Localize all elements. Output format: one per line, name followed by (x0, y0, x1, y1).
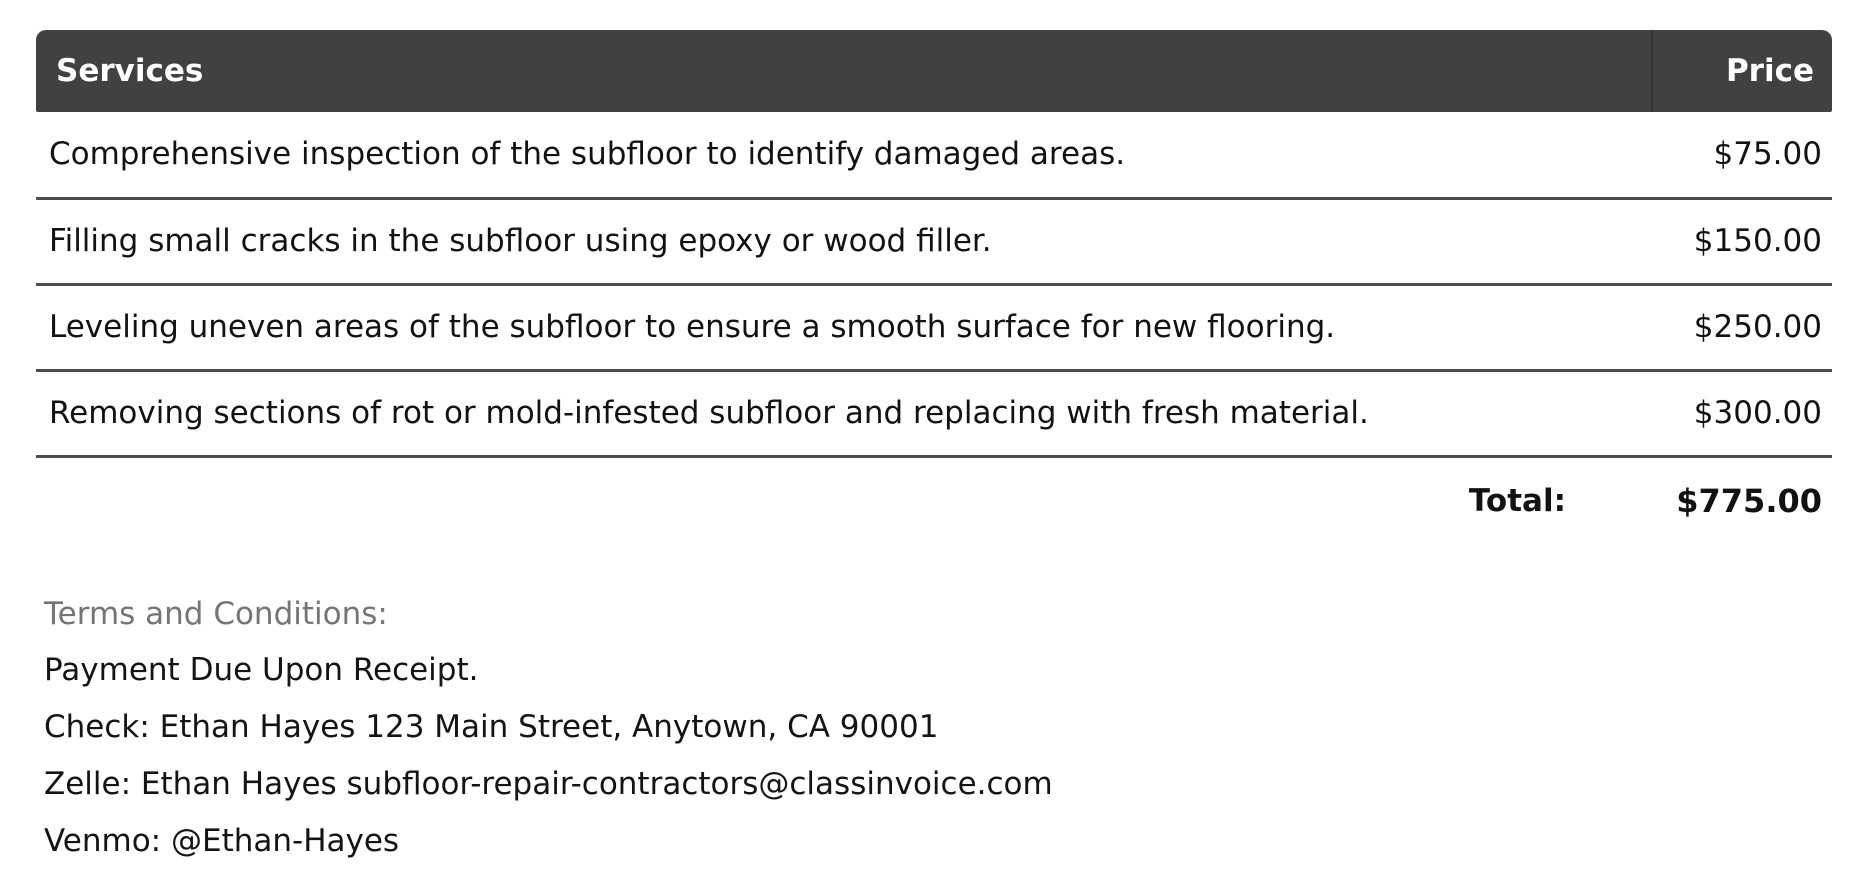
terms-line-check: Check: Ethan Hayes 123 Main Street, Anytown, CA 90001 (44, 709, 939, 745)
price-cell: $75.00 (1652, 112, 1832, 198)
services-table-body (36, 112, 1832, 544)
service-description-cell: Removing sections of rot or mold-infested subfloor and replacing with fresh material. (36, 370, 1652, 456)
service-description-cell: Filling small cracks in the subfloor using epoxy or wood filler. (36, 198, 1652, 284)
terms-line-zelle: Zelle: Ethan Hayes subfloor-repair-contractors@classinvoice.com (44, 766, 1053, 802)
table-row (36, 370, 1832, 456)
services-table-header (36, 30, 1832, 112)
terms-heading: Terms and Conditions: (44, 596, 388, 632)
header-row (36, 30, 1832, 112)
table-row (36, 284, 1832, 370)
terms-line-payment-due: Payment Due Upon Receipt. (44, 652, 479, 688)
services-column-header: Services (36, 30, 1652, 112)
terms-and-conditions-section (36, 596, 1832, 859)
terms-line-venmo: Venmo: @Ethan-Hayes (44, 823, 400, 859)
price-cell: $300.00 (1652, 370, 1832, 456)
service-description-cell: Comprehensive inspection of the subfloor to identify damaged areas. (36, 112, 1652, 198)
total-label: Total: (1468, 482, 1566, 519)
table-row (36, 112, 1832, 198)
services-table (36, 30, 1832, 544)
service-description-cell: Leveling uneven areas of the subfloor to ensure a smooth surface for new flooring. (36, 284, 1652, 370)
price-cell: $250.00 (1652, 284, 1832, 370)
table-row (36, 198, 1832, 284)
total-value: $775.00 (1676, 481, 1822, 520)
price-column-header: Price (1652, 30, 1832, 112)
price-cell: $150.00 (1652, 198, 1832, 284)
total-row (36, 456, 1832, 544)
